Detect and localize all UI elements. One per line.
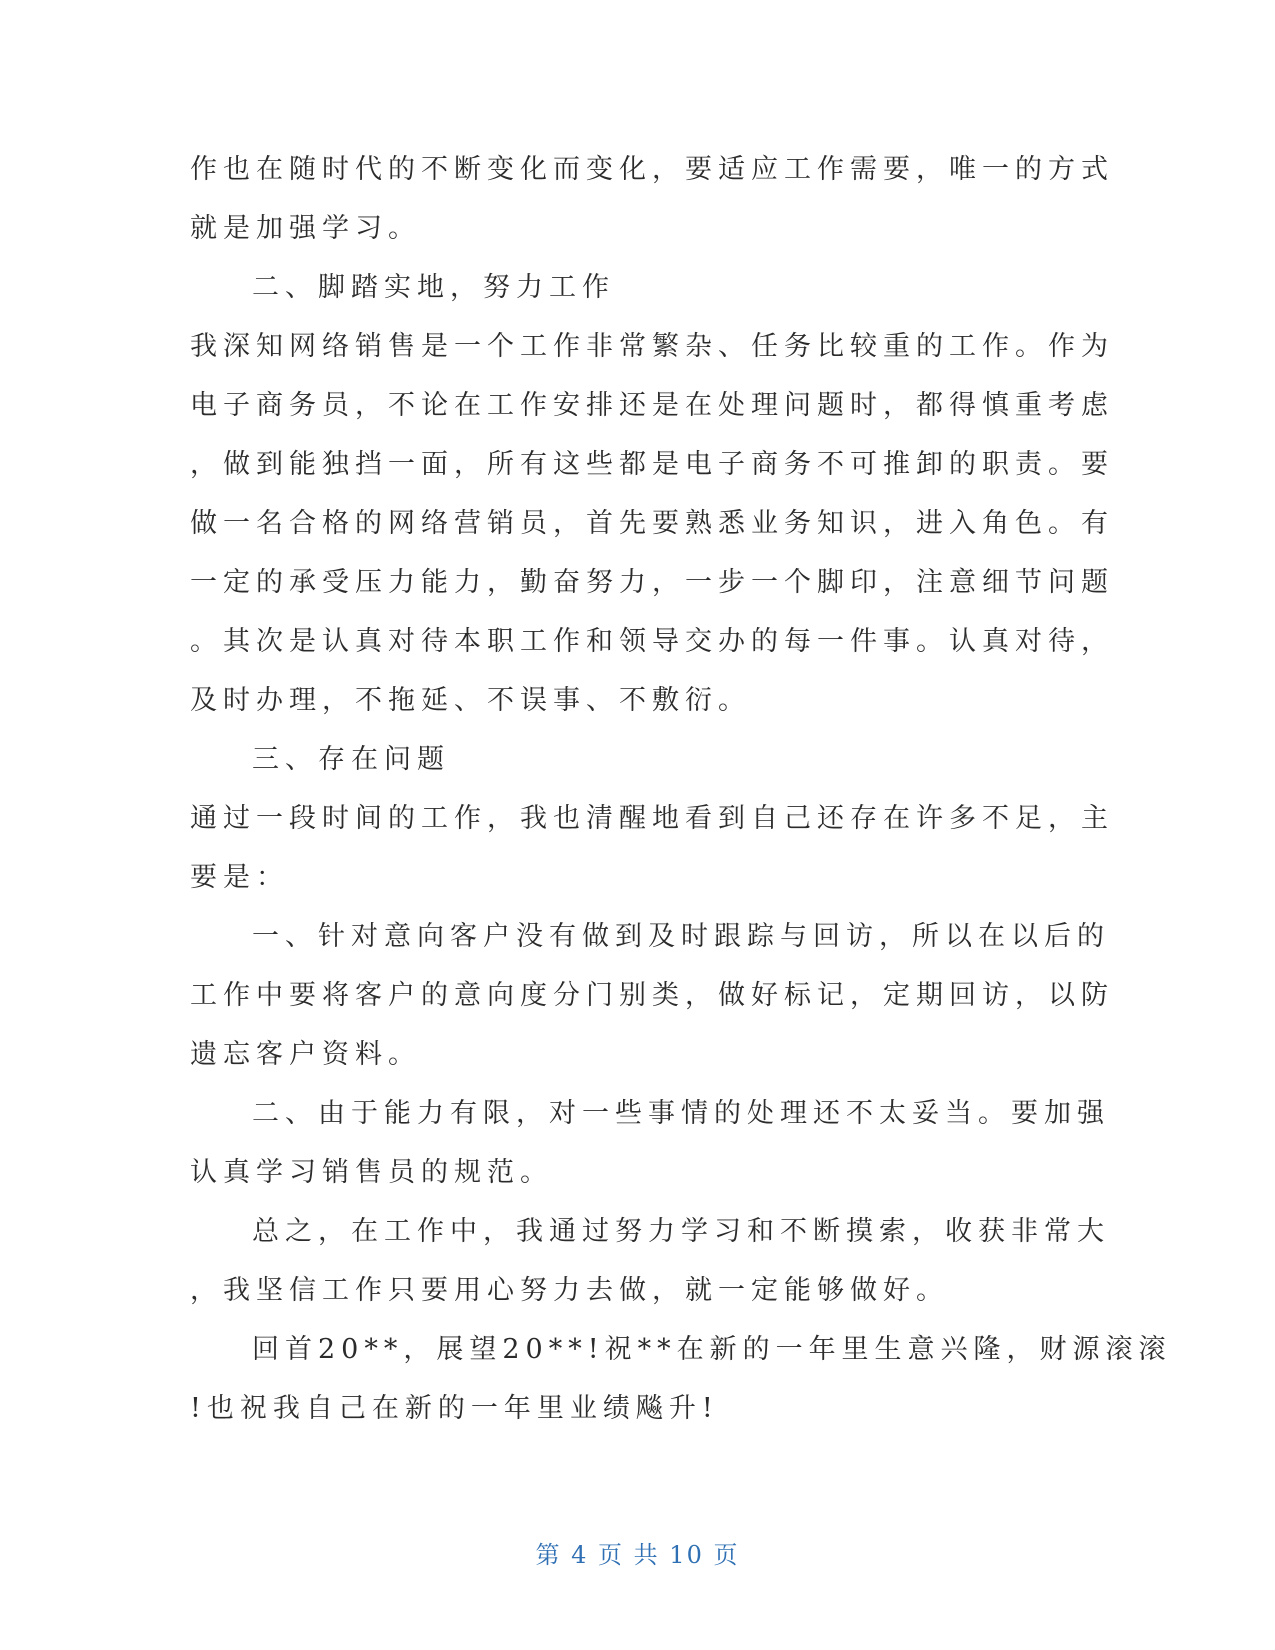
body-line: 回首20**，展望20**!祝**在新的一年里生意兴隆，财源滚滚 <box>252 1334 1172 1365</box>
body-line: 遗忘客户资料。 <box>190 1039 421 1070</box>
page-number-footer: 第 4 页 共 10 页 <box>535 1541 740 1569</box>
body-line: 我深知网络销售是一个工作非常繁杂、任务比较重的工作。作为 <box>190 331 1114 362</box>
body-line: 。其次是认真对待本职工作和领导交办的每一件事。认真对待， <box>190 626 1114 657</box>
section-heading: 二、脚踏实地，努力工作 <box>252 272 615 303</box>
body-line: ，做到能独挡一面，所有这些都是电子商务不可推卸的职责。要 <box>190 449 1114 480</box>
body-line: 总之，在工作中，我通过努力学习和不断摸索，收获非常大 <box>252 1216 1110 1247</box>
body-line: 认真学习销售员的规范。 <box>190 1157 553 1188</box>
body-line: 工作中要将客户的意向度分门别类，做好标记，定期回访，以防 <box>190 980 1114 1011</box>
body-line: 一定的承受压力能力，勤奋努力，一步一个脚印，注意细节问题 <box>190 567 1114 598</box>
body-line: 电子商务员，不论在工作安排还是在处理问题时，都得慎重考虑 <box>190 390 1114 421</box>
body-line: 一、针对意向客户没有做到及时跟踪与回访，所以在以后的 <box>252 921 1110 952</box>
document-body <box>190 140 1172 1438</box>
body-line: 二、由于能力有限，对一些事情的处理还不太妥当。要加强 <box>252 1098 1110 1129</box>
body-line: ，我坚信工作只要用心努力去做，就一定能够做好。 <box>190 1275 949 1306</box>
body-line: 做一名合格的网络营销员，首先要熟悉业务知识，进入角色。有 <box>190 508 1114 539</box>
body-line: 作也在随时代的不断变化而变化，要适应工作需要，唯一的方式 <box>190 154 1114 185</box>
body-line: 及时办理，不拖延、不误事、不敷衍。 <box>190 685 751 716</box>
body-line: 就是加强学习。 <box>190 213 421 244</box>
body-line: 通过一段时间的工作，我也清醒地看到自己还存在许多不足，主 <box>190 803 1114 834</box>
body-line: !也祝我自己在新的一年里业绩飚升! <box>190 1393 719 1424</box>
section-heading: 三、存在问题 <box>252 744 450 775</box>
body-line: 要是： <box>190 862 289 893</box>
